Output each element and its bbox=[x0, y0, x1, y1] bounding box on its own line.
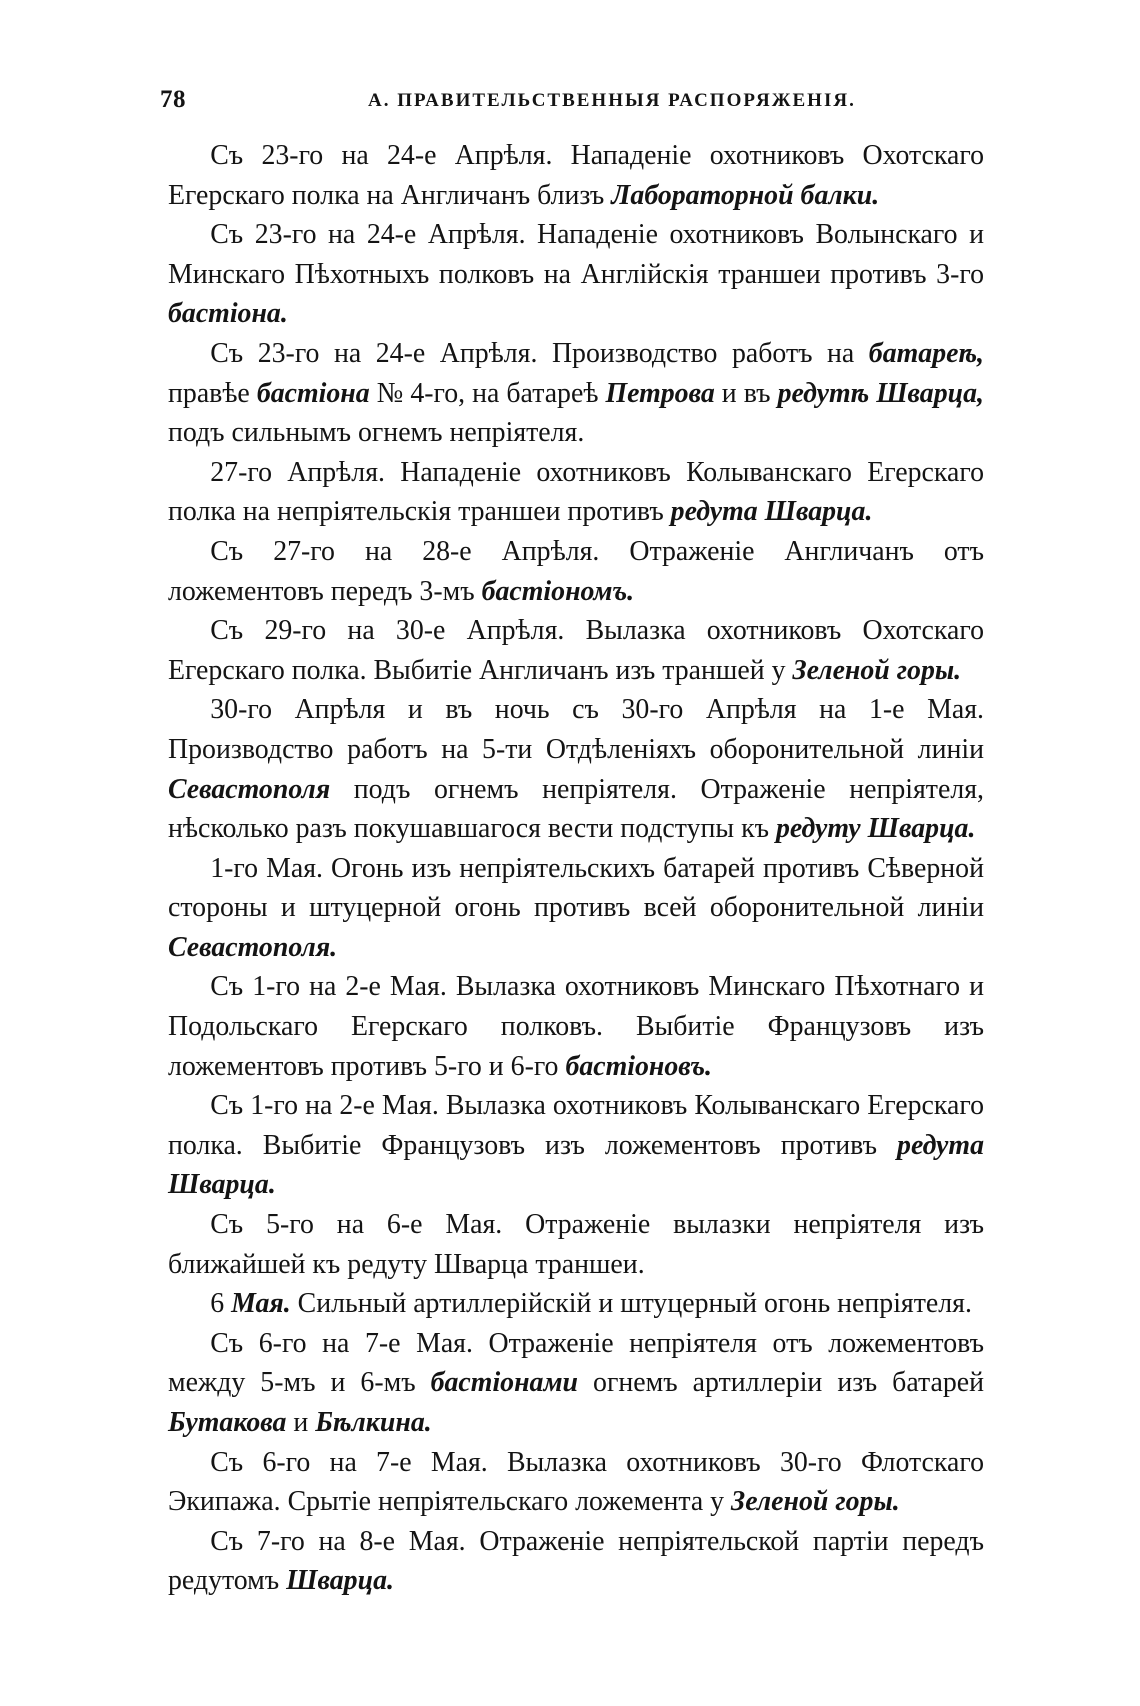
entry-15: Съ 7-го на 8-е Мая. Отраженіе непріятельской партіи передъ редутомъ Шварца. bbox=[168, 1524, 984, 1597]
entry-12: 6 Мая. Сильный артиллерійскій и штуцерный огонь непріятеля. bbox=[210, 1287, 972, 1320]
entry-11: Съ 5-го на 6-е Мая. Отраженіе вылазки непріятеля изъ ближайшей къ редуту Шварца траншеи. bbox=[168, 1208, 984, 1280]
entry-13: Съ 6-го на 7-е Мая. Отраженіе непріятеля отъ ложементовъ между 5-мъ и 6-мъ бастіонами огнемъ артиллеріи изъ батарей Бутакова и Бѣлкина. bbox=[168, 1326, 984, 1438]
entry-10: Съ 1-го на 2-е Мая. Вылазка охотниковъ Колыванскаго Егерскаго полка. Выбитіе Французовъ изъ ложементовъ противъ редута Шварца. bbox=[168, 1089, 984, 1201]
entry-1: Съ 23-го на 24-е Апрѣля. Нападеніе охотниковъ Охотскаго Егерскаго полка на Англичанъ близъ Лабораторной балки. bbox=[168, 139, 984, 211]
entry-2: Съ 23-го на 24-е Апрѣля. Нападеніе охотниковъ Волынскаго и Минскаго Пѣхотныхъ полковъ на Англійскія траншеи противъ 3-го бастіона. bbox=[168, 218, 984, 330]
entry-7: 30-го Апрѣля и въ ночь съ 30-го Апрѣля на 1-е Мая. Производство работъ на 5-ти Отдѣленіяхъ оборонительной линіи Севастополя подъ огнемъ непріятеля. Отраженіе непріятеля, нѣсколько разъ покушавшагося вести подступы къ редуту Шварца. bbox=[168, 693, 984, 845]
chronicle-body bbox=[168, 136, 984, 1601]
entry-3: Съ 23-го на 24-е Апрѣля. Производство работъ на батареѣ, правѣе бастіона № 4-го, на батареѣ Петрова и въ редутѣ Шварца, подъ сильнымъ огнемъ непріятеля. bbox=[168, 336, 984, 449]
entry-14: Съ 6-го на 7-е Мая. Вылазка охотниковъ 30-го Флотскаго Экипажа. Срытіе непріятельскаго ложемента у Зеленой горы. bbox=[168, 1445, 984, 1518]
entry-8: 1-го Мая. Огонь изъ непріятельскихъ батарей противъ Сѣверной стороны и штуцерной огонь противъ всей оборонительной линіи Севастополя. bbox=[168, 851, 984, 963]
entry-9: Съ 1-го на 2-е Мая. Вылазка охотниковъ Минскаго Пѣхотнаго и Подольскаго Егерскаго полковъ. Выбитіе Французовъ изъ ложементовъ противъ 5-го и 6-го бастіоновъ. bbox=[168, 970, 984, 1082]
running-title: А. ПРАВИТЕЛЬСТВЕННЫЯ РАСПОРЯЖЕНІЯ. bbox=[368, 90, 856, 111]
entry-5: Съ 27-го на 28-е Апрѣля. Отраженіе Англичанъ отъ ложементовъ передъ 3-мъ бастіономъ. bbox=[168, 534, 984, 607]
page-header bbox=[160, 86, 1020, 126]
entry-4: 27-го Апрѣля. Нападеніе охотниковъ Колыванскаго Егерскаго полка на непріятельскія траншеи противъ редута Шварца. bbox=[168, 455, 984, 528]
page-number: 78 bbox=[160, 86, 186, 113]
entry-6: Съ 29-го на 30-е Апрѣля. Вылазка охотниковъ Охотскаго Егерскаго полка. Выбитіе Англичанъ изъ траншей у Зеленой горы. bbox=[168, 614, 984, 686]
